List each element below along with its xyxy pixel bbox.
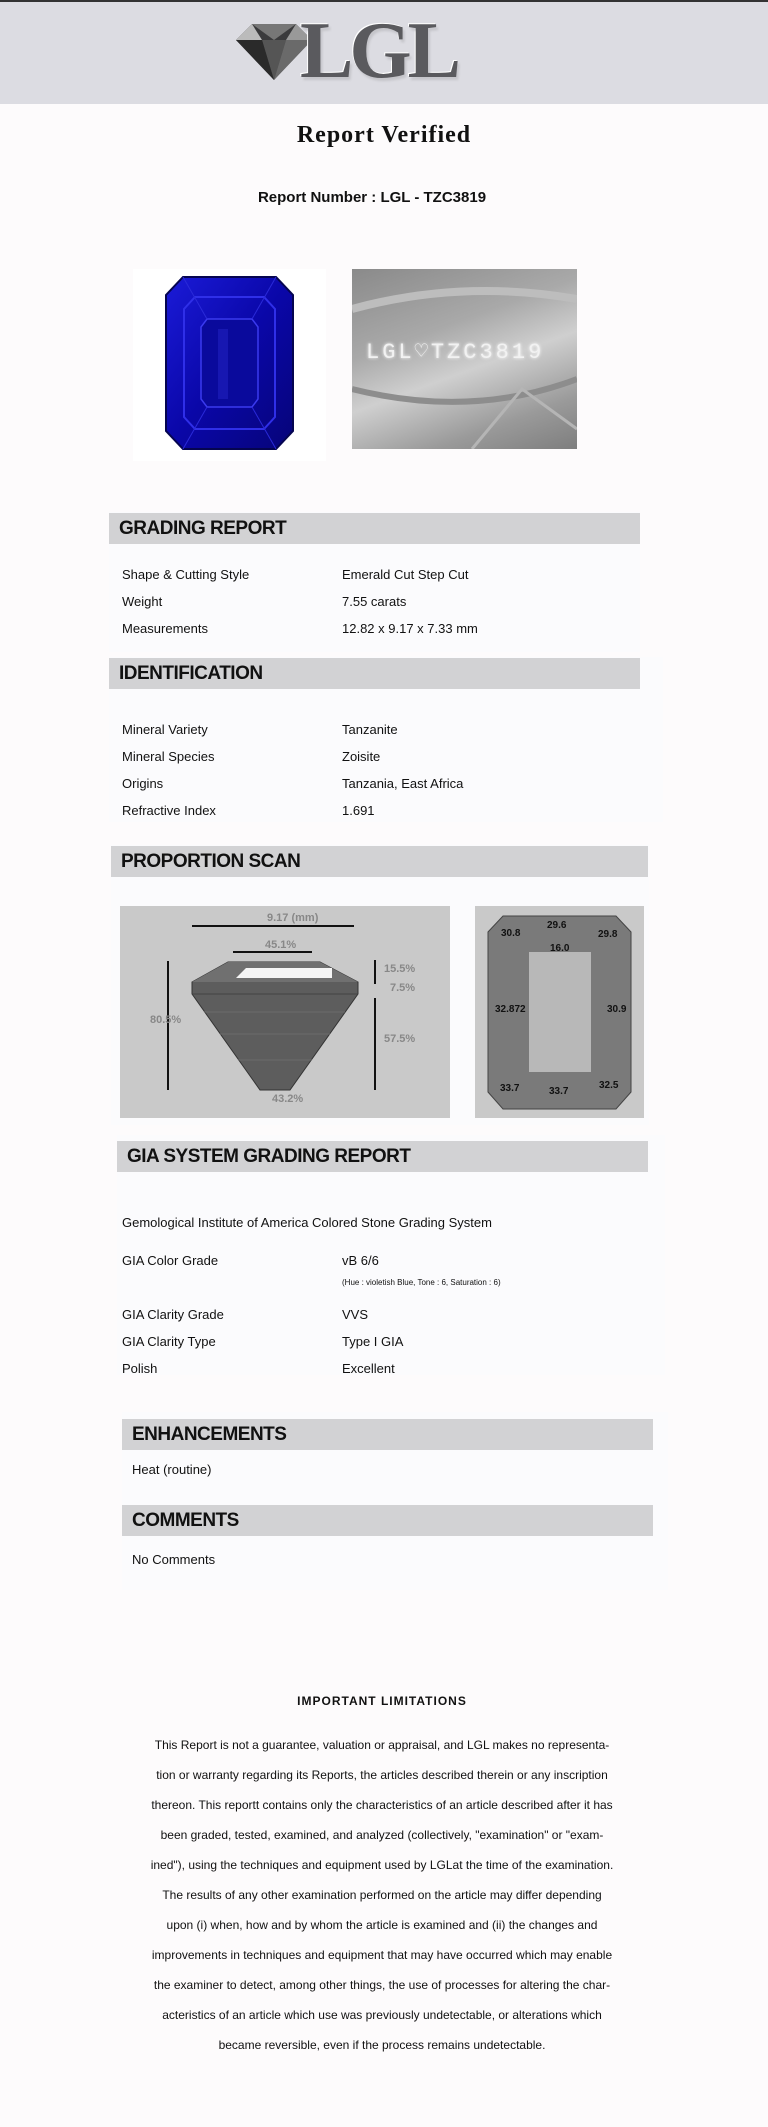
inscription-photo	[352, 269, 577, 449]
page-title: Report Verified	[296, 122, 472, 148]
grading-heading: GRADING REPORT	[109, 513, 640, 544]
top-ml-label: 32.872	[495, 1004, 526, 1015]
limitations-line: became reversible, even if the process remains undetectable.	[218, 2038, 546, 2052]
grading-value-shape: Emerald Cut Step Cut	[342, 567, 469, 582]
profile-pavilion-label: 57.5%	[384, 1033, 416, 1045]
limitations-line: improvements in techniques and equipment that may have occurred which may enable	[151, 1948, 613, 1962]
gia-system-text: Gemological Institute of America Colored Stone Grading System	[122, 1215, 492, 1230]
limitations-line: the examiner to detect, among other things, the use of processes for altering the char-	[153, 1978, 611, 1992]
gia-label-clarity-type: GIA Clarity Type	[122, 1334, 216, 1349]
profile-culet-label: 43.2%	[272, 1093, 304, 1105]
identification-heading: IDENTIFICATION	[109, 658, 640, 689]
profile-table-label: 45.1%	[265, 939, 297, 951]
limitations-line: upon (i) when, how and by whom the article is examined and (ii) the changes and	[166, 1918, 598, 1932]
grading-label-shape: Shape & Cutting Style	[122, 567, 250, 582]
profile-depth-label: 80.5%	[150, 1014, 182, 1026]
top-view-diagram	[475, 906, 644, 1118]
gia-label-polish: Polish	[122, 1361, 158, 1376]
limitations-line: tion or warranty regarding its Reports, the articles described therein or any inscription	[156, 1768, 608, 1782]
gia-value-color: vB 6/6	[342, 1253, 379, 1268]
id-label-origins: Origins	[122, 776, 164, 791]
report-number: Report Number : LGL - TZC3819	[257, 189, 487, 206]
grading-label-measurements: Measurements	[122, 621, 208, 636]
comments-text: No Comments	[132, 1552, 216, 1567]
enhancements-heading: ENHANCEMENTS	[122, 1419, 653, 1450]
limitations-line: This Report is not a guarantee, valuation or appraisal, and LGL makes no representa-	[154, 1738, 610, 1752]
id-value-ri: 1.691	[342, 803, 375, 818]
limitations-line: ined"), using the techniques and equipment used by LGLat the time of the examination.	[150, 1858, 614, 1872]
limitations-line: been graded, tested, examined, and analyzed (collectively, "examination" or "exam-	[160, 1828, 604, 1842]
gia-label-clarity: GIA Clarity Grade	[122, 1307, 224, 1322]
grading-label-weight: Weight	[122, 594, 163, 609]
gia-value-polish: Excellent	[342, 1361, 395, 1376]
profile-diagram	[120, 906, 450, 1118]
header-banner	[0, 0, 768, 104]
profile-width-label: 9.17 (mm)	[267, 912, 319, 924]
top-tr-label: 29.8	[598, 929, 618, 940]
enhancements-text: Heat (routine)	[132, 1462, 212, 1477]
top-tl-label: 30.8	[501, 928, 521, 939]
id-label-ri: Refractive Index	[122, 803, 216, 818]
profile-crown-label: 15.5%	[384, 963, 416, 975]
id-label-variety: Mineral Variety	[122, 722, 208, 737]
gia-value-clarity: VVS	[342, 1307, 369, 1322]
limitations-line: thereon. This reportt contains only the characteristics of an article described after it has	[151, 1798, 613, 1812]
grading-value-measurements: 12.82 x 9.17 x 7.33 mm	[342, 621, 478, 636]
limitations-line: acteristics of an article which use was previously undetectable, or alterations which	[162, 2008, 602, 2022]
id-label-species: Mineral Species	[122, 749, 215, 764]
limitations-heading: IMPORTANT LIMITATIONS	[297, 1694, 467, 1708]
id-value-origins: Tanzania, East Africa	[342, 776, 464, 791]
gia-heading: GIA SYSTEM GRADING REPORT	[117, 1141, 648, 1172]
id-value-variety: Tanzanite	[342, 722, 398, 737]
gem-photo	[133, 269, 326, 461]
gia-label-color: GIA Color Grade	[122, 1253, 219, 1268]
proportion-heading: PROPORTION SCAN	[111, 846, 648, 877]
top-tm-label: 29.6	[547, 920, 567, 931]
top-mr-label: 30.9	[607, 1004, 627, 1015]
top-br-label: 32.5	[599, 1080, 619, 1091]
comments-heading: COMMENTS	[122, 1505, 653, 1536]
limitations-line: The results of any other examination performed on the article may differ depending	[162, 1888, 602, 1902]
top-center-label: 16.0	[550, 943, 570, 954]
id-value-species: Zoisite	[342, 749, 381, 764]
top-bl-label: 33.7	[500, 1083, 520, 1094]
grading-value-weight: 7.55 carats	[342, 594, 407, 609]
inscription-text: LGL♡TZC3819	[366, 340, 545, 365]
gia-value-clarity-type: Type I GIA	[342, 1334, 404, 1349]
lgl-logo-text: LGL	[300, 7, 457, 95]
profile-girdle-label: 7.5%	[390, 982, 416, 994]
gia-color-detail: (Hue : violetish Blue, Tone : 6, Saturation : 6)	[342, 1278, 501, 1287]
top-bm-label: 33.7	[549, 1086, 569, 1097]
